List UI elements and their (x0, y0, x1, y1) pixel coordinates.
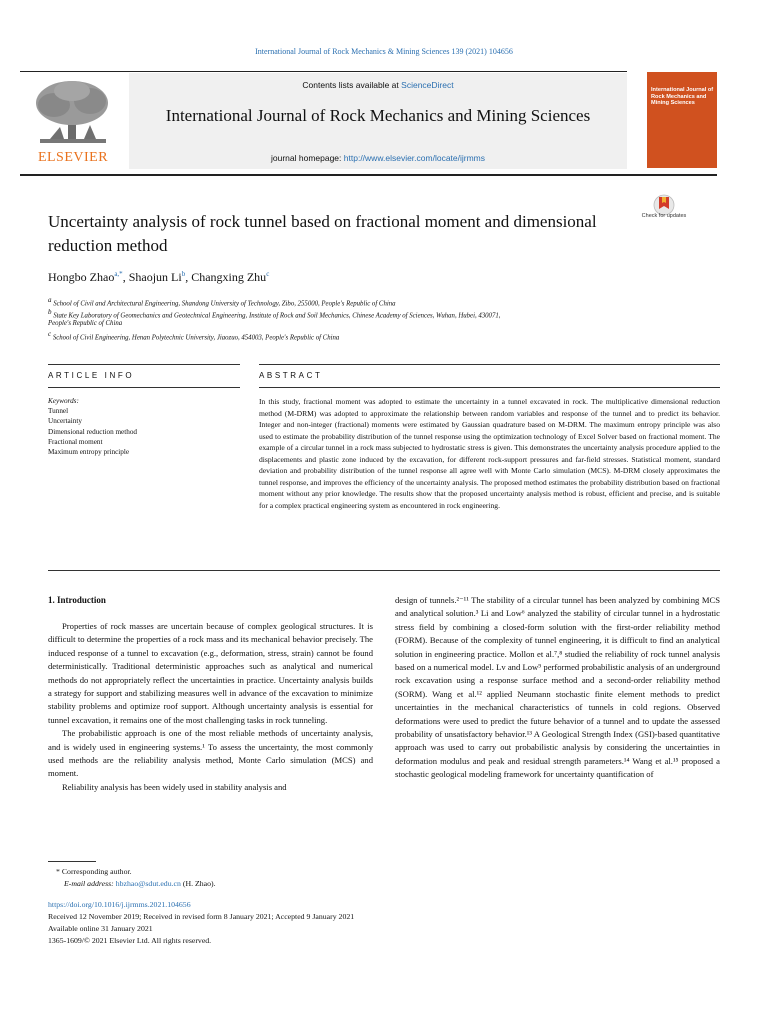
section-heading-introduction: 1. Introduction (48, 595, 106, 605)
email-note (64, 878, 216, 890)
intro-paragraph: Properties of rock masses are uncertain because of complex geological structures. It is difficult to determine the properties of a rock mass and its mechanical behavior precisely. The induced response of a tunnel to excavation (e.g., deformation, stress, strain) cannot be found deterministically. Traditional deterministic approaches such as analytical and numerical methods do not appropriately reflect the uncertainties in practice. Uncertainty analysis builds a strategy for support and stabilizing measures well in advance of the excavation to minimize stability problems and optimize roof support. Although uncertainty analysis is essential for tunnel excavation, it remains one of the most challenging tasks in rock tunneling. (48, 621, 373, 725)
affiliation-mark: a (48, 296, 52, 304)
affiliation-text: School of Civil and Architectural Engineering, Shandong University of Technology, Zibo, 255000, People's Republic of China (53, 300, 396, 308)
affiliation-mark: c (48, 330, 52, 338)
header-bottom-rule (20, 174, 717, 176)
copyright: 1365-1609/© 2021 Elsevier Ltd. All rights reserved. (48, 936, 212, 945)
check-for-updates-badge[interactable] (644, 194, 684, 230)
doi-link[interactable]: https://doi.org/10.1016/j.ijrmms.2021.104656 (48, 900, 191, 909)
keyword[interactable]: Dimensional reduction method (48, 428, 138, 436)
email-link[interactable]: hbzhao@sdut.edu.cn (115, 879, 181, 888)
abstract-subrule (259, 387, 720, 388)
available-online: Available online 31 January 2021 (48, 924, 153, 933)
affiliation-mark: b (48, 308, 52, 316)
sciencedirect-link[interactable]: ScienceDirect (401, 80, 454, 90)
homepage-link[interactable]: http://www.elsevier.com/locate/ijrmms (343, 153, 486, 163)
received-dates: Received 12 November 2019; Received in revised form 8 January 2021; Accepted 9 January 2021 (48, 912, 355, 921)
abstract-end-rule (48, 570, 720, 571)
corresponding-author-note: * Corresponding author. (56, 867, 132, 876)
publisher-wordmark: ELSEVIER (37, 150, 109, 165)
journal-homepage (129, 153, 627, 163)
abstract-body: In this study, fractional moment was adopted to estimate the uncertainty in a tunnel excavated in rock. The multiplicative dimensional reduction method (M-DRM) was adopted to approximate the relationship between random variables and response of the tunnel and to predict its behavior. Integer and non-integer (fractional) moments were estimated by Gaussian quadrature based on M-DRM. The maximum entropy principle was also used to estimate the probability distribution of the tunnel response using the optimization technology of Excel Solver based on fractional moment. The example of a circular tunnel in a rock mass subjected to hydrostatic stress is given. This demonstrates the uncertainty analysis procedure applied to the displacements and plastic zone induced by the excavation, for different rock-support pressures and far-field stresses. Statistical moment, standard deviation and probability distribution of the tunnel response all agree well with Monte Carlo simulation (MCS). M-DRM closely approximates the tunnel response, and improves the efficiency of the uncertainty analysis. The proposed method estimates the probability distribution based on fractional moment without any prior knowledge. The results show that the proposed uncertainty analysis method is robust, efficient and precise, and is suitable for a complex practical engineering system as encountered in rock engineering. (259, 397, 720, 510)
affiliation-text: People's Republic of China (48, 320, 123, 327)
affiliation (48, 329, 638, 343)
article-info-heading: ARTICLE INFO (48, 371, 135, 380)
intro-right-column (395, 594, 720, 782)
cover-title: International Journal of Rock Mechanics and Mining Sciences (651, 87, 714, 106)
footnote-rule (48, 861, 96, 862)
author-name[interactable]: Changxing Zhu (191, 270, 267, 284)
check-for-updates-label: Check for updates (641, 213, 687, 219)
journal-reference[interactable]: International Journal of Rock Mechanics & Mining Sciences 139 (2021) 104656 (255, 47, 513, 56)
contents-availability (129, 80, 627, 90)
affiliation-text: School of Civil Engineering, Henan Polytechnic University, Jiaozuo, 454003, People's Republic of China (52, 334, 340, 342)
abstract-rule (259, 364, 720, 365)
intro-paragraph: Reliability analysis has been widely used in stability analysis and (62, 781, 287, 792)
article-info-subrule (48, 387, 240, 388)
keyword[interactable]: Uncertainty (48, 417, 82, 425)
author-name[interactable]: Shaojun Li (128, 270, 182, 284)
keyword[interactable]: Tunnel (48, 407, 69, 415)
author-list: Hongbo Zhao$^{a,*}$, Shaojun Li$^b$, Changxing Zhu$^c$ (48, 270, 270, 284)
homepage-label: journal homepage: (270, 153, 342, 163)
article-title: Uncertainty analysis of rock tunnel based on fractional moment and dimensional reduction method (48, 212, 597, 255)
affiliation (48, 318, 638, 329)
intro-left-column (48, 620, 373, 794)
abstract-heading: ABSTRACT (259, 371, 323, 380)
keyword[interactable]: Maximum entropy principle (48, 448, 130, 456)
journal-title: International Journal of Rock Mechanics and Mining Sciences (165, 106, 591, 125)
keyword[interactable]: Fractional moment (48, 438, 103, 446)
intro-paragraph: The probabilistic approach is one of the most reliable methods of uncertainty analysis, and is widely used in engineering systems.¹ To assess the uncertainty, the most commonly used methods are the reliability analysis method, Monte Carlo simulation (MCS) and moment. (48, 728, 373, 779)
affiliation-text: State Key Laboratory of Geomechanics and Geotechnical Engineering, Institute of Rock and Soil Mechanics, Chinese Academy of Sciences, Wuhan, Hubei, 430071, (53, 312, 501, 320)
author-name[interactable]: Hongbo Zhao (48, 270, 115, 284)
keywords-label: Keywords: (48, 397, 79, 405)
email-suffix: (H. Zhao). (182, 879, 216, 888)
intro-paragraph: design of tunnels.²⁻¹¹ The stability of a circular tunnel has been analyzed by combining MCS and analytical solution.³ Li and Low⁶ analyzed the stability of circular tunnel in a hydrostatic stress field by combining a closed-form solution with the first-order reliability method (FORM). Because of the complexity of tunnel engineering, it is difficult to find an analytical solution in engineering practice. Mollon et al.⁷,⁸ studied the reliability of rock tunnel analysis based on a numerical model. Lv and Low⁹ performed probabilistic analysis of an underground rock excavation using a response surface method and a second-order reliability method (SORM). Wang et al.¹² applied Neumann stochastic finite element methods to predict uncertainties in the mechanical characteristics of tunnels in cold regions. Observed deformations were used to predict the future behavior of a tunnel and to update the assessed probability of unsatisfactory behavior.¹³ A Geological Strength Index (GSI)-based quantitative approach was used to carry out probabilistic analysis by considering the uncertainties in deformation modulus and peak and residual strength parameters.¹⁴ Wang et al.¹⁵ proposed a stochastic geological modeling framework for uncertainty quantification of (395, 595, 720, 780)
contents-prefix: Contents lists available at (302, 80, 399, 90)
author-marks[interactable]: b (181, 270, 186, 278)
author-marks[interactable]: a,* (114, 270, 123, 278)
article-info-rule (48, 364, 240, 365)
email-label: E-mail address: (64, 879, 114, 888)
author-marks[interactable]: c (266, 270, 270, 278)
header-top-rule (20, 71, 627, 72)
